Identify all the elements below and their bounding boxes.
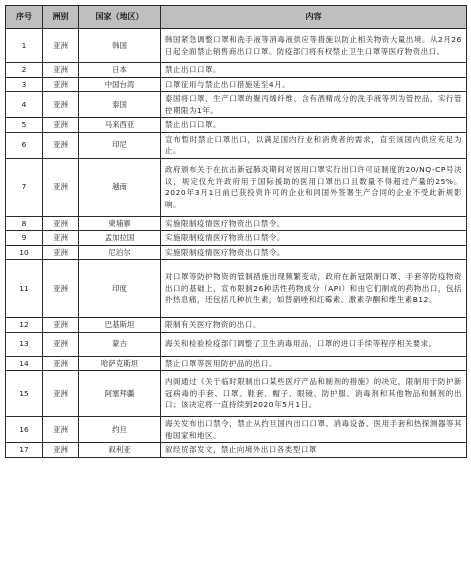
table-row xyxy=(6,132,467,158)
row-content-cell: 内阁通过《关于临时限制出口某些医疗产品和制剂的措施》的决定，限制用于防护新冠病毒的手套、口罩、鞋套、帽子、眼镜、防护服、消毒剂和其他物品和制剂的出口；该决定将一直持续到2020年5月1日。 xyxy=(161,371,467,417)
row-country-cell: 尼泊尔 xyxy=(79,245,161,260)
row-continent-cell: 亚洲 xyxy=(43,92,79,118)
table-header-row xyxy=(6,6,467,29)
header-country: 国家（地区） xyxy=(79,6,161,29)
row-country-cell: 印尼 xyxy=(79,132,161,158)
row-content-cell: 实施限制疫情医疗物资出口禁令。 xyxy=(161,231,467,246)
table-row xyxy=(6,29,467,63)
row-country-cell: 叙利亚 xyxy=(79,443,161,458)
row-index-cell: 11 xyxy=(6,260,43,318)
row-continent-cell: 亚洲 xyxy=(43,158,79,216)
row-continent-cell: 亚洲 xyxy=(43,216,79,231)
row-continent-cell: 亚洲 xyxy=(43,132,79,158)
row-country-cell: 中国台湾 xyxy=(79,77,161,92)
row-index-cell: 16 xyxy=(6,417,43,443)
export-restriction-table xyxy=(5,5,467,458)
row-index-cell: 7 xyxy=(6,158,43,216)
row-country-cell: 柬埔寨 xyxy=(79,216,161,231)
row-continent-cell: 亚洲 xyxy=(43,318,79,333)
row-continent-cell: 亚洲 xyxy=(43,443,79,458)
row-index-cell: 4 xyxy=(6,92,43,118)
row-content-cell: 对口罩等防护物资的管制措施出现频繁变动，政府在新冠限制口罩、手套等防疫物资出口的基础上，宣布限制26种活性药物成分（API）和由它们制成的药物出口，包括扑热息痛，还包括几种抗生素，如替硝唑和红霉素、激素孕酮和维生素B12。 xyxy=(161,260,467,318)
row-index-cell: 10 xyxy=(6,245,43,260)
row-continent-cell: 亚洲 xyxy=(43,371,79,417)
row-index-cell: 14 xyxy=(6,356,43,371)
row-content-cell: 口罩征用与禁止出口措施延至4月。 xyxy=(161,77,467,92)
table-row xyxy=(6,318,467,333)
row-country-cell: 越南 xyxy=(79,158,161,216)
row-content-cell: 叙经贸部发文，禁止向境外出口各类型口罩 xyxy=(161,443,467,458)
row-country-cell: 马来西亚 xyxy=(79,118,161,133)
row-index-cell: 13 xyxy=(6,332,43,356)
row-index-cell: 17 xyxy=(6,443,43,458)
row-index-cell: 8 xyxy=(6,216,43,231)
row-continent-cell: 亚洲 xyxy=(43,231,79,246)
row-index-cell: 12 xyxy=(6,318,43,333)
row-country-cell: 泰国 xyxy=(79,92,161,118)
table-row xyxy=(6,371,467,417)
row-continent-cell: 亚洲 xyxy=(43,63,79,78)
row-country-cell: 印度 xyxy=(79,260,161,318)
table-row xyxy=(6,332,467,356)
row-content-cell: 泰国将口罩、生产口罩的聚丙烯纤维、含有酒精成分的洗手液等列为管控品，实行管控期限为1年。 xyxy=(161,92,467,118)
table-row xyxy=(6,63,467,78)
row-country-cell: 阿塞拜疆 xyxy=(79,371,161,417)
table-row xyxy=(6,356,467,371)
export-restriction-table-container xyxy=(5,5,466,458)
row-content-cell: 禁止口罩等医用防护品的出口。 xyxy=(161,356,467,371)
row-country-cell: 蒙古 xyxy=(79,332,161,356)
row-continent-cell: 亚洲 xyxy=(43,118,79,133)
row-content-cell: 实施限制疫情医疗物资出口禁令。 xyxy=(161,216,467,231)
row-country-cell: 巴基斯坦 xyxy=(79,318,161,333)
table-body xyxy=(6,29,467,458)
header-content: 内容 xyxy=(161,6,467,29)
table-row xyxy=(6,77,467,92)
header-continent: 洲别 xyxy=(43,6,79,29)
table-row xyxy=(6,260,467,318)
row-index-cell: 5 xyxy=(6,118,43,133)
row-continent-cell: 亚洲 xyxy=(43,417,79,443)
row-country-cell: 日本 xyxy=(79,63,161,78)
row-index-cell: 3 xyxy=(6,77,43,92)
row-content-cell: 政府颁布关于在抗击新冠肺炎期间对医用口罩实行出口许可证制度的20/NQ-CP号决议，规定仅允许政府用于国际援助的医用口罩出口且数量不得超过产量的25%。2020年3月1日前已获投资许可的企业和同国外签署生产合同的企业不受此新规影响。 xyxy=(161,158,467,216)
row-continent-cell: 亚洲 xyxy=(43,29,79,63)
table-row xyxy=(6,92,467,118)
row-content-cell: 海关发布出口禁令，禁止从约旦国内出口口罩、消毒设备、医用手套和热探测器等其他国家和地区。 xyxy=(161,417,467,443)
row-index-cell: 2 xyxy=(6,63,43,78)
row-content-cell: 禁止出口口罩。 xyxy=(161,63,467,78)
row-continent-cell: 亚洲 xyxy=(43,245,79,260)
table-row xyxy=(6,118,467,133)
row-index-cell: 1 xyxy=(6,29,43,63)
row-continent-cell: 亚洲 xyxy=(43,332,79,356)
row-content-cell: 禁止出口口罩。 xyxy=(161,118,467,133)
row-country-cell: 哈萨克斯坦 xyxy=(79,356,161,371)
table-row xyxy=(6,417,467,443)
table-row xyxy=(6,443,467,458)
table-row xyxy=(6,231,467,246)
row-content-cell: 韩国紧急调整口罩和洗手液等消毒液供应等措施以防止相关物资大量出境。从2月26日起全面禁止销售商出口口罩。防疫部门将有权禁止卫生口罩等医疗物资出口。 xyxy=(161,29,467,63)
row-continent-cell: 亚洲 xyxy=(43,356,79,371)
row-continent-cell: 亚洲 xyxy=(43,77,79,92)
row-country-cell: 韩国 xyxy=(79,29,161,63)
row-country-cell: 孟加拉国 xyxy=(79,231,161,246)
table-row xyxy=(6,158,467,216)
row-continent-cell: 亚洲 xyxy=(43,260,79,318)
row-index-cell: 6 xyxy=(6,132,43,158)
table-row xyxy=(6,216,467,231)
row-index-cell: 9 xyxy=(6,231,43,246)
row-content-cell: 宣布暂时禁止口罩出口，以满足国内行业和消费者的需求，直至该国内供应充足为止。 xyxy=(161,132,467,158)
row-content-cell: 限制有关医疗物资的出口。 xyxy=(161,318,467,333)
table-row xyxy=(6,245,467,260)
row-content-cell: 海关和检验检疫部门调整了卫生消毒用品、口罩的进口手续等程序相关要求。 xyxy=(161,332,467,356)
row-index-cell: 15 xyxy=(6,371,43,417)
header-index: 序号 xyxy=(6,6,43,29)
row-content-cell: 实施限制疫情医疗物资出口禁令。 xyxy=(161,245,467,260)
row-country-cell: 约旦 xyxy=(79,417,161,443)
